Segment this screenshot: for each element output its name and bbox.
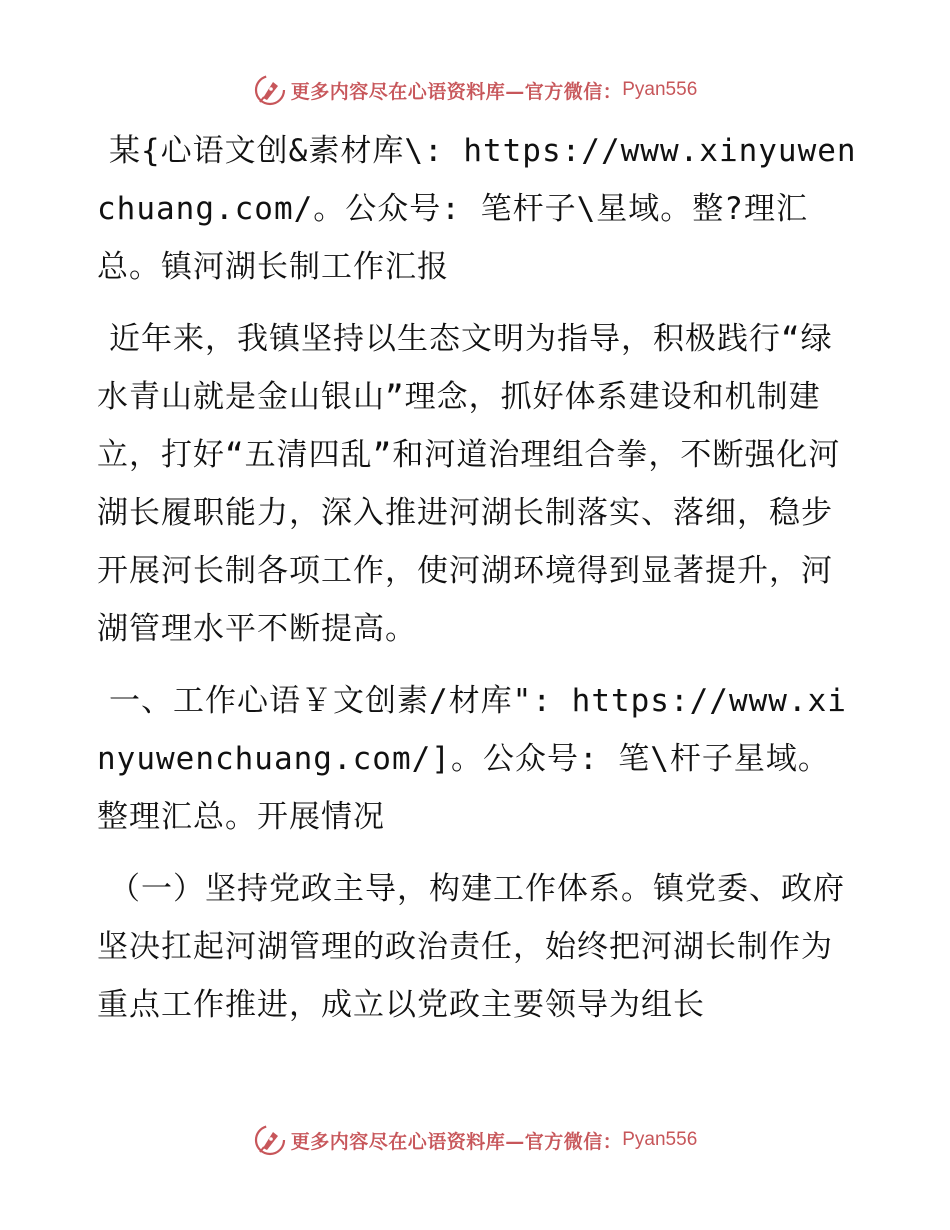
- pen-nib-logo-icon: [253, 1123, 287, 1157]
- banner-text: 更多内容尽在心语资料库—官方微信：: [290, 1130, 623, 1153]
- document-body: [97, 122, 857, 1048]
- paragraph-intro: 近年来，我镇坚持以生态文明为指导，积极践行“绿水青山就是金山银山”理念，抓好体系建设和机制建立，打好“五清四乱”和河道治理组合拳，不断强化河湖长履职能力，深入推进河湖长制落实、落细，稳步开展河长制各项工作，使河湖环境得到显著提升，河湖管理水平不断提高。: [97, 321, 841, 647]
- header-watermark-banner: [0, 70, 950, 110]
- paragraph-section-heading: 一、工作心语￥文创素/材库": https://www.xinyuwenchuang.com/]。公众号: 笔\杆子星域。整理汇总。开展情况: [97, 683, 847, 835]
- banner-text: 更多内容尽在心语资料库—官方微信：: [290, 80, 623, 103]
- paragraph-section-one: （一）坚持党政主导，构建工作体系。镇党委、政府坚决扛起河湖管理的政治责任，始终把河湖长制作为重点工作推进，成立以党政主要领导为组长: [97, 871, 845, 1023]
- paragraph-title: 某{心语文创&素材库\: https://www.xinyuwenchuang.com/。公众号: 笔杆子\星域。整?理汇总。镇河湖长制工作汇报: [97, 133, 857, 285]
- banner-wechat-id: Pyan556: [622, 79, 698, 100]
- pen-nib-logo-icon: [253, 73, 287, 107]
- footer-watermark-banner: [0, 1120, 950, 1160]
- banner-wechat-id: Pyan556: [622, 1129, 698, 1150]
